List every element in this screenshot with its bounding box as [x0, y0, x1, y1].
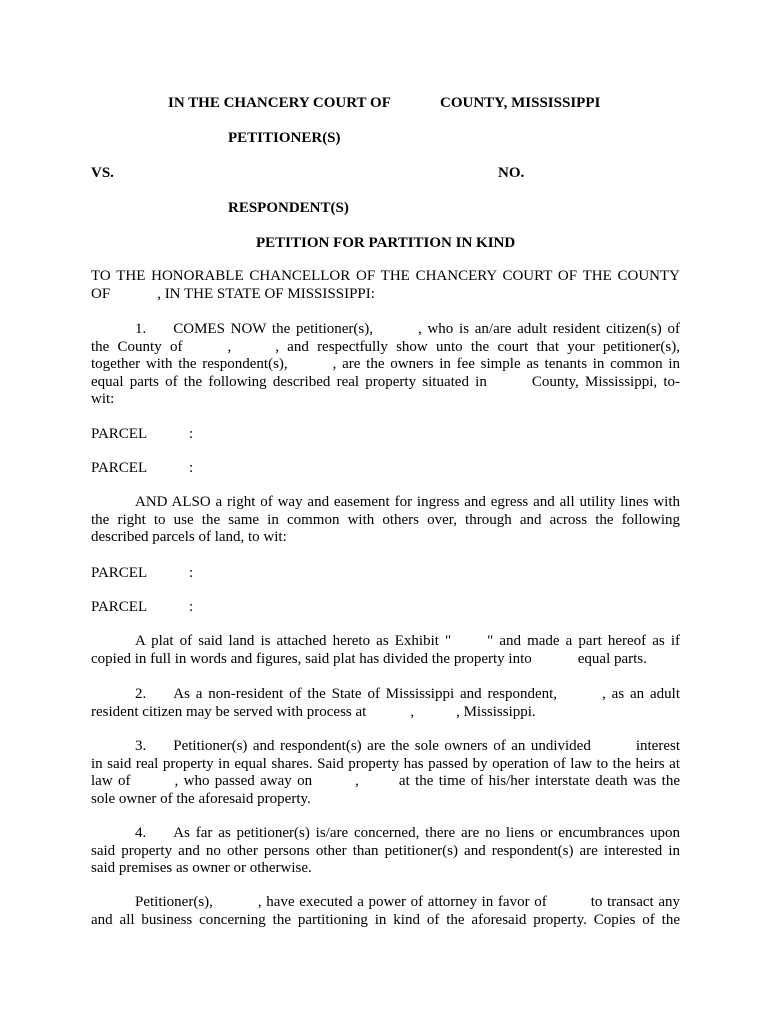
court-heading-left: IN THE CHANCERY COURT OF — [168, 95, 391, 111]
p1-line-2: the County of , , and respectfully show unto the court that your petitioner(s), — [91, 338, 680, 355]
plat-line-2: copied in full in words and figures, said plat has divided the property into equal parts. — [91, 650, 647, 667]
parcel-3-label: PARCEL — [91, 565, 148, 581]
address-line-1: TO THE HONORABLE CHANCELLOR OF THE CHANCERY COURT OF THE COUNTY — [91, 268, 680, 284]
p2-line-2: resident citizen may be served with process at , , Mississippi. — [91, 703, 536, 720]
easement-line-3: described parcels of land, to wit: — [91, 529, 287, 545]
p3-line-3: law of , who passed away on , at the time of his/her interstate death was the — [91, 773, 680, 789]
p1-line-3: together with the respondent(s), , are the owners in fee simple as tenants in common in — [91, 356, 680, 372]
p1-line-5: wit: — [91, 391, 115, 407]
power-of-attorney-paragraph — [91, 894, 680, 929]
poa-line-2: and all business concerning the partitioning in kind of the aforesaid property. Copies of the — [91, 911, 680, 928]
parcel-2-colon: : — [189, 460, 194, 476]
address-line-2: OF , IN THE STATE OF MISSISSIPPI: — [91, 285, 375, 302]
p3-line-4: sole owner of the aforesaid property. — [91, 790, 311, 807]
document-title: PETITION FOR PARTITION IN KIND — [256, 235, 516, 251]
parcel-1-label: PARCEL — [91, 426, 148, 442]
paragraph-4 — [91, 825, 680, 878]
plat-line-1: A plat of said land is attached hereto as Exhibit " " and made a part hereof as if — [135, 633, 680, 649]
p4-line-2: said property and no other persons other than petitioner(s) and respondent(s) are interested in — [91, 842, 680, 859]
plat-paragraph — [91, 633, 680, 668]
p3-line-1: 3. Petitioner(s) and respondent(s) are the sole owners of an undivided interest — [135, 738, 680, 754]
p1-line-4: equal parts of the following described real property situated in County, Mississippi, to- — [91, 373, 680, 390]
p4-line-3: said premises as owner or otherwise. — [91, 860, 312, 876]
vs-label: VS. — [91, 165, 114, 181]
parcel-4-colon: : — [189, 599, 194, 615]
parcel-1-colon: : — [189, 426, 194, 442]
p4-line-1: 4. As far as petitioner(s) is/are concerned, there are no liens or encumbrances upon — [135, 825, 680, 841]
p1-line-1: 1. COMES NOW the petitioner(s), , who is an/are adult resident citizen(s) of — [135, 321, 681, 337]
paragraph-1 — [91, 321, 680, 409]
petitioners-label: PETITIONER(S) — [228, 130, 341, 146]
court-heading-right: COUNTY, MISSISSIPPI — [440, 95, 601, 111]
parcel-4-label: PARCEL — [91, 599, 148, 615]
respondents-label: RESPONDENT(S) — [228, 200, 349, 216]
easement-line-2: the right to use the same in common with others over, through and across the following — [91, 511, 680, 528]
p3-line-2: in said real property in equal shares. Said property has passed by operation of law to the heirs at — [91, 755, 680, 772]
p2-line-1: 2. As a non-resident of the State of Mississippi and respondent, , as an adult — [135, 686, 680, 702]
parcel-3-colon: : — [189, 565, 194, 581]
paragraph-3 — [91, 738, 680, 808]
address-paragraph — [91, 268, 680, 303]
parcel-2-label: PARCEL — [91, 460, 148, 476]
poa-line-1: Petitioner(s), , have executed a power of attorney in favor of to transact any — [135, 894, 681, 910]
easement-line-1: AND ALSO a right of way and easement for ingress and egress and all utility lines with — [135, 494, 680, 510]
case-number-label: NO. — [498, 165, 525, 181]
easement-paragraph — [91, 494, 680, 547]
paragraph-2 — [91, 686, 680, 721]
